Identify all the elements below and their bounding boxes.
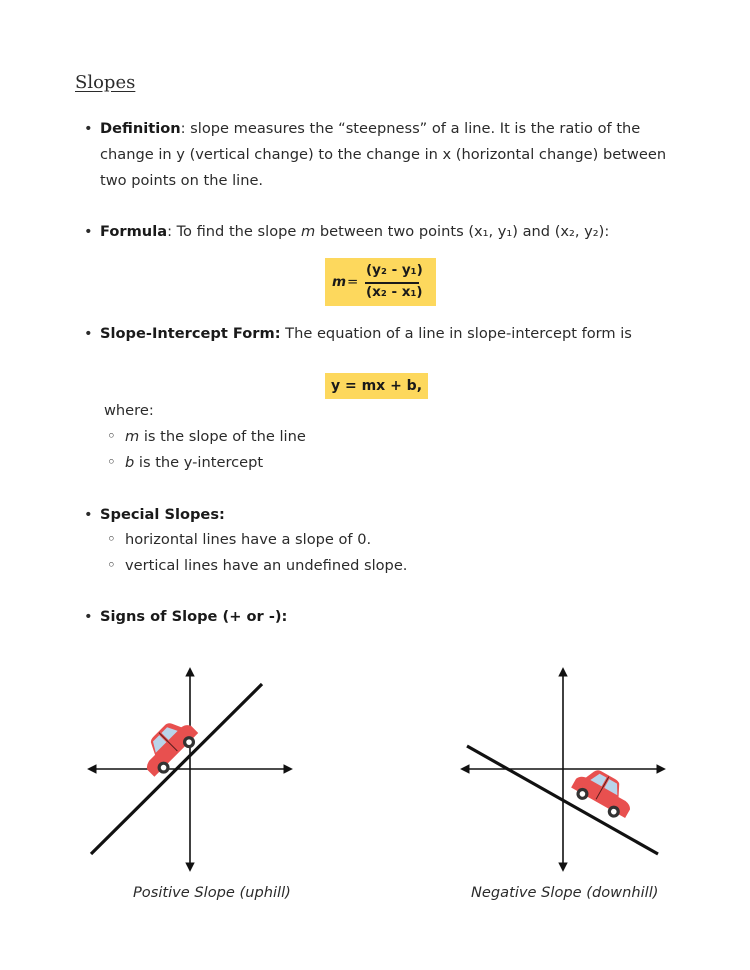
where-label: where:: [104, 402, 154, 419]
special-slopes-label: Special Slopes:: [100, 506, 225, 523]
signs-bullet: [100, 604, 670, 630]
positive-slope-caption: Positive Slope (uphill): [133, 884, 291, 901]
definition-text-3: two points on the line.: [100, 172, 264, 189]
where-text-m: is the slope of the line: [139, 428, 306, 445]
where-text-b: is the y-intercept: [134, 454, 264, 471]
negative-slope-graph: [458, 665, 673, 875]
slope-intercept-equation: y = mx + b,: [325, 373, 428, 399]
where-item-m: [125, 424, 306, 450]
negative-slope-caption: Negative Slope (downhill): [471, 884, 659, 901]
special-slopes-bullet: [100, 502, 670, 528]
formula-label: Formula: [100, 223, 168, 240]
special-slope-vertical: ◦ vertical lines have an undefined slope.: [125, 553, 407, 579]
where-item-b: [125, 450, 263, 476]
positive-slope-graph: [85, 665, 300, 875]
slope-formula-box: [325, 258, 436, 306]
definition-text-1: : slope measures the “steepness” of a line. It is the ratio of the: [180, 120, 641, 137]
slope-intercept-text: The equation of a line in slope-intercept form is: [280, 325, 632, 342]
formula-text-pre: : To find the slope: [167, 223, 302, 240]
slope-intercept-label: Slope-Intercept Form:: [100, 325, 281, 342]
where-var-m: m: [125, 428, 140, 445]
formula-text-post: between two points (x₁, y₁) and (x₂, y₂):: [315, 223, 610, 240]
special-slope-horizontal: ◦ horizontal lines have a slope of 0.: [125, 527, 371, 553]
formula-denominator: (x₂ - x₁): [366, 284, 423, 300]
car-uphill-icon: [134, 712, 203, 781]
where-var-b: b: [125, 454, 135, 471]
formula-var-m: m: [301, 223, 316, 240]
formula-numerator: (y₂ - y₁): [366, 262, 423, 278]
car-downhill-icon: [568, 762, 639, 823]
page-title: Slopes: [75, 72, 136, 93]
slope-intercept-bullet: [100, 321, 670, 347]
definition-bullet: [100, 116, 670, 194]
signs-label: Signs of Slope (+ or -):: [100, 608, 288, 625]
formula-equals: =: [347, 274, 359, 290]
formula-lhs: m: [332, 274, 347, 290]
formula-bullet: [100, 219, 670, 245]
definition-text-2: change in y (vertical change) to the change in x (horizontal change) between: [100, 146, 667, 163]
definition-label: Definition: [100, 120, 181, 137]
